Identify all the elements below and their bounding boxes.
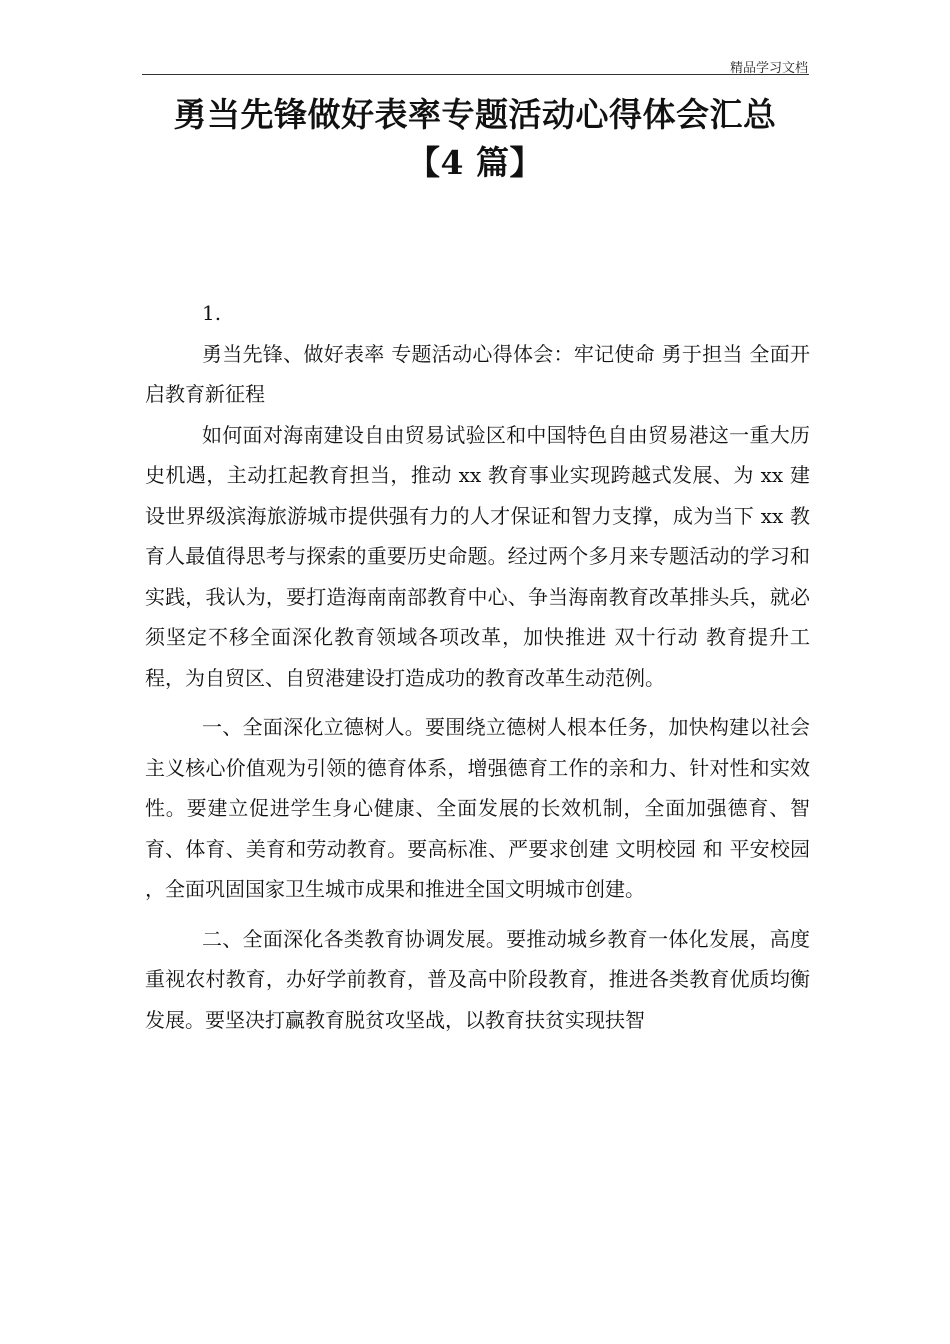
document-title	[100, 91, 850, 187]
title-line-2: 【4 篇】	[407, 143, 543, 182]
header-rule	[142, 74, 809, 75]
paragraph-number: 1.	[202, 301, 222, 325]
document-body	[145, 293, 810, 1040]
paragraph-section-1: 一、全面深化立德树人。要围绕立德树人根本任务，加快构建以社会主义核心价值观为引领的德育体系，增强德育工作的亲和力、针对性和实效性。要建立促进学生身心健康、全面发展的长效机制，全面加强德育、智育、体育、美育和劳动教育。要高标准、严要求创建 文明校园 和 平安校园 ，全面巩固国家卫生城市成果和推进全国文明城市创建。	[145, 715, 810, 901]
header-label: 精品学习文档	[729, 61, 808, 76]
paragraph-intro: 如何面对海南建设自由贸易试验区和中国特色自由贸易港这一重大历史机遇，主动扛起教育担当，推动 xx 教育事业实现跨越式发展、为 xx 建设世界级滨海旅游城市提供强有力的人才保证和智力支撑，成为当下 xx 教育人最值得思考与探索的重要历史命题。经过两个多月来专题活动的学习和实践，我认为，要打造海南南部教育中心、争当海南教育改革排头兵，就必须坚定不移全面深化教育领域各项改革，加快推进 双十行动 教育提升工程，为自贸区、自贸港建设打造成功的教育改革生动范例。	[145, 422, 810, 690]
paragraph-section-2: 二、全面深化各类教育协调发展。要推动城乡教育一体化发展，高度重视农村教育，办好学前教育，普及高中阶段教育，推进各类教育优质均衡发展。要坚决打赢教育脱贫攻坚战，以教育扶贫实现扶智	[145, 926, 810, 1032]
paragraph-subtitle: 勇当先锋、做好表率 专题活动心得体会：牢记使命 勇于担当 全面开启教育新征程	[145, 341, 810, 406]
title-line-1: 勇当先锋做好表率专题活动心得体会汇总	[173, 95, 777, 134]
